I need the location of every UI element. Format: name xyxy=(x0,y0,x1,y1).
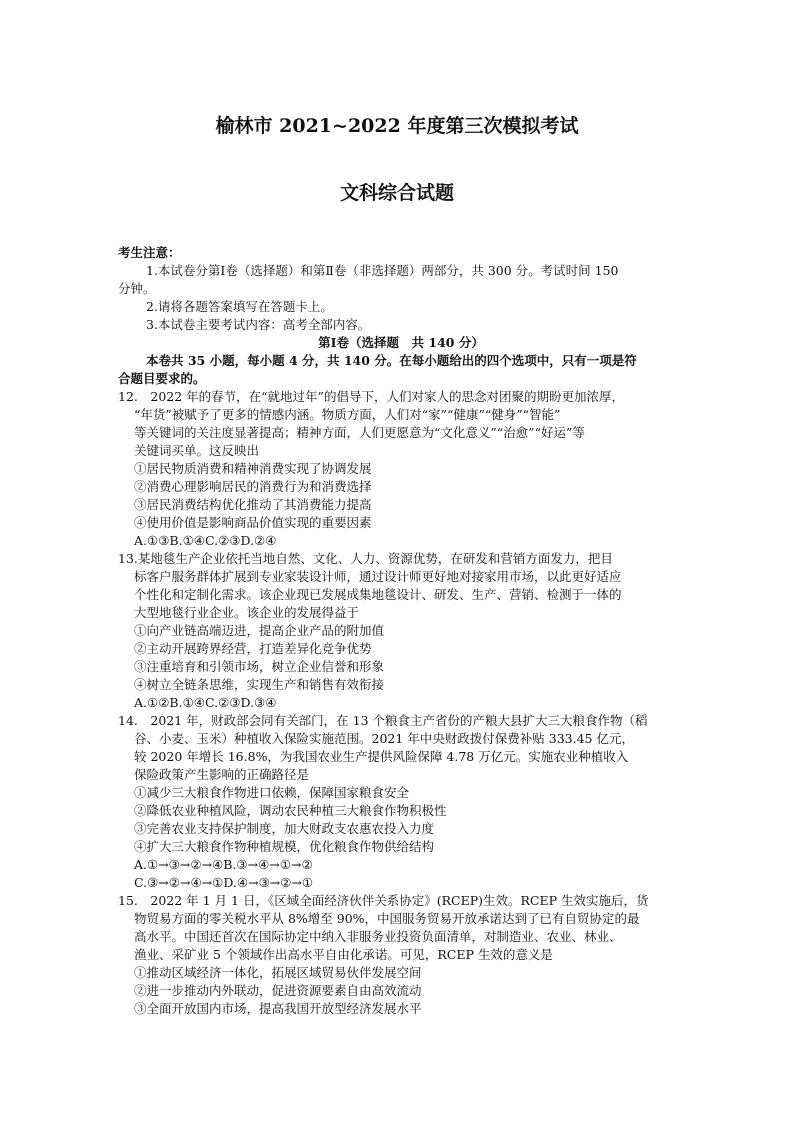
question-block xyxy=(118,550,684,712)
question-stem-line: 物贸易方面的零关税水平从 8%增至 90%，中国服务贸易开放承诺达到了已有自贸协定的最 xyxy=(134,911,640,926)
question-option: ④树立全链条思维，实现生产和销售有效衔接 xyxy=(134,677,385,692)
question-stem-line: 大型地毯行业企业。该企业的发展得益于 xyxy=(134,605,360,620)
question-option: ①居民物质消费和精神消费实现了协调发展 xyxy=(134,461,372,476)
question-option: ④扩大三大粮食作物种植规模，优化粮食作物供给结构 xyxy=(134,839,435,854)
notice-item: 3.本试卷主要考试内容：高考全部内容。 xyxy=(146,317,371,332)
question-stem: 13.某地毯生产企业依托当地自然、文化、人力、资源优势，在研发和营销方面发力，把目 xyxy=(118,551,613,566)
question-stem: 15. 2022 年 1 月 1 日，《区域全面经济伙伴关系协定》(RCEP)生效。RCEP 生效实施后，货 xyxy=(118,893,649,908)
notice-item: 分钟。 xyxy=(118,281,156,296)
question-stem-line: 保险政策产生影响的正确路径是 xyxy=(134,767,310,782)
question-option: ③完善农业支持保护制度，加大财政支农惠农投入力度 xyxy=(134,821,435,836)
exam-body xyxy=(118,244,684,1018)
question-stem-line: “年货”被赋予了更多的情感内涵。物质方面，人们对“家”“健康”“健身”“智能” xyxy=(134,407,561,422)
question-option: ②消费心理影响居民的消费行为和消费选择 xyxy=(134,479,372,494)
question-stem-line: 渔业、采矿业 5 个领域作出高水平自由化承诺。可见，RCEP 生效的意义是 xyxy=(134,947,553,962)
question-option: ③居民消费结构优化推动了其消费能力提高 xyxy=(134,497,372,512)
section-intro: 本卷共 35 小题，每小题 4 分，共 140 分。在每小题给出的四个选项中，只有一项是符 xyxy=(146,353,637,368)
question-block xyxy=(118,388,684,550)
question-option: ①推动区域经济一体化，拓展区域贸易伙伴发展空间 xyxy=(134,965,422,980)
question-block xyxy=(118,712,684,892)
question-stem-line: 等关键词的关注度显著提高；精神方面，人们更愿意为“文化意义”“治愈”“好运”等 xyxy=(134,425,585,440)
question-stem-line: 高水平。中国还首次在国际协定中纳入非服务业投资负面清单，对制造业、农业、林业、 xyxy=(134,929,622,944)
answer-choices: A.①②B.①④C.②③D.③④ xyxy=(134,695,277,710)
question-stem-line: 关键词买单。这反映出 xyxy=(134,443,260,458)
question-stem-line: 谷、小麦、玉米）种植收入保险实施范围。2021 年中央财政拨付保费补贴 333.45 亿元， xyxy=(134,731,634,746)
answer-choices: C.③→②→④→①D.④→③→②→① xyxy=(134,875,314,890)
exam-subtitle: 文科综合试题 xyxy=(339,182,454,204)
question-option: ②主动开展跨界经营，打造差异化竞争优势 xyxy=(134,641,372,656)
question-option: ②进一步推动内外联动，促进资源要素自由高效流动 xyxy=(134,983,422,998)
question-option: ②降低农业种植风险，调动农民种植三大粮食作物积极性 xyxy=(134,803,447,818)
notice-heading: 考生注意： xyxy=(118,245,181,260)
notice-item: 2.请将各题答案填写在答题卡上。 xyxy=(146,299,333,314)
question-stem: 12. 2022 年的春节，在“就地过年”的倡导下，人们对家人的思念对团聚的期盼更加浓厚， xyxy=(118,389,624,404)
question-stem-line: 标客户服务群体扩展到专业家装设计师，通过设计师更好地对接家用市场，以此更好适应 xyxy=(134,569,622,584)
question-option: ④使用价值是影响商品价值实现的重要因素 xyxy=(134,515,372,530)
answer-choices: A.①→③→②→④B.③→④→①→② xyxy=(134,857,313,872)
section-title: 第Ⅰ卷（选择题 共 140 分） xyxy=(318,335,484,350)
question-list xyxy=(118,388,684,1018)
answer-choices: A.①③B.①④C.②③D.②④ xyxy=(134,533,277,548)
question-option: ③注重培育和引领市场，树立企业信誉和形象 xyxy=(134,659,385,674)
question-option: ①减少三大粮食作物进口依赖，保障国家粮食安全 xyxy=(134,785,410,800)
exam-title: 榆林市 2021~2022 年度第三次模拟考试 xyxy=(215,115,579,137)
question-stem-line: 较 2020 年增长 16.8%，为我国农业生产提供风险保障 4.78 万亿元。实施农业种植收入 xyxy=(134,749,629,764)
question-option: ①向产业链高端迈进，提高企业产品的附加值 xyxy=(134,623,385,638)
question-option: ③全面开放国内市场，提高我国开放型经济发展水平 xyxy=(134,1001,422,1016)
notice-item: 1.本试卷分第Ⅰ卷（选择题）和第Ⅱ卷（非选择题）两部分，共 300 分。考试时间 150 xyxy=(146,263,619,278)
question-block xyxy=(118,892,684,1018)
question-stem: 14. 2021 年，财政部会同有关部门，在 13 个粮食主产省份的产粮大县扩大三大粮食作物（稻 xyxy=(118,713,648,728)
section-intro: 合题目要求的。 xyxy=(118,371,206,386)
question-stem-line: 个性化和定制化需求。该企业现已发展成集地毯设计、研发、生产、营销、检测于一体的 xyxy=(134,587,622,602)
